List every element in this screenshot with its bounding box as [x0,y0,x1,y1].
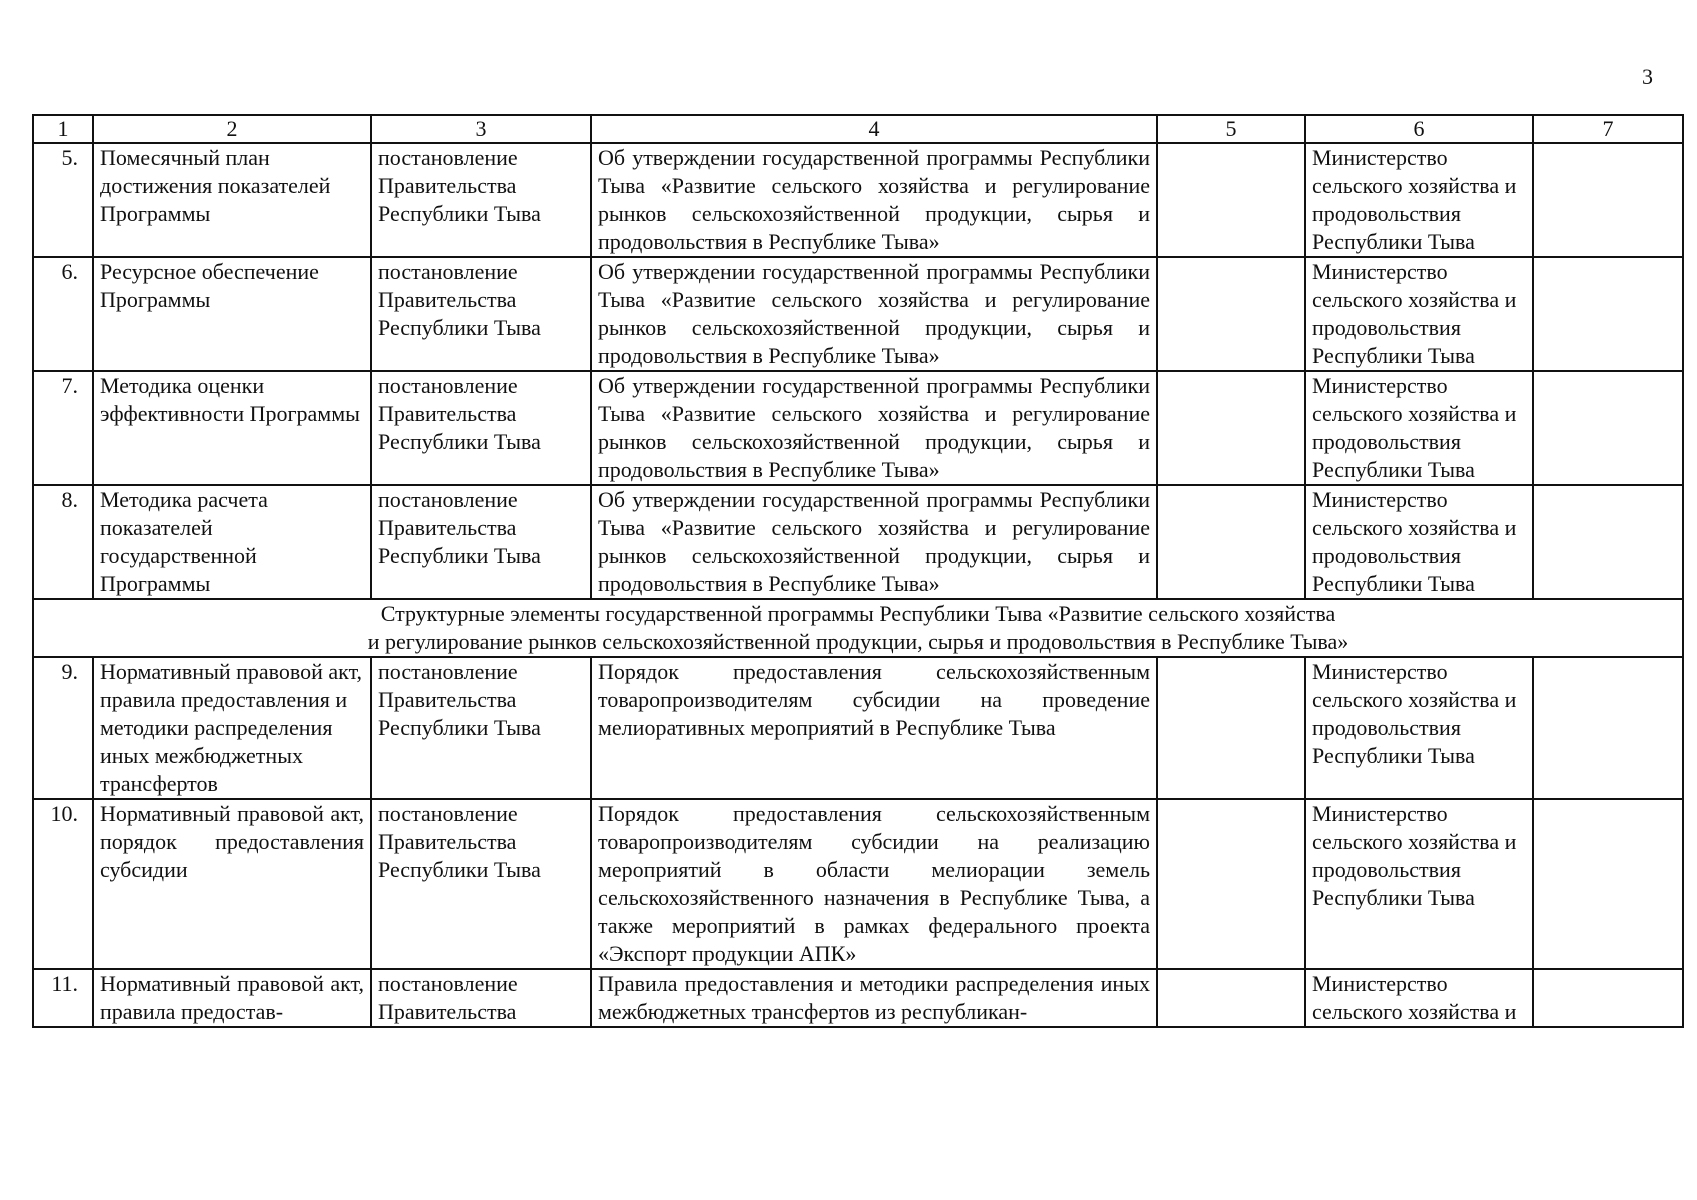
row-number: 11. [33,969,93,1027]
column-7-cell [1533,657,1683,799]
column-7-cell [1533,257,1683,371]
act-type: постановление Правительства Республики Тыва [371,371,591,485]
act-title: Об утверждении государственной программы Республики Тыва «Развитие сельского хозяйства и регулирование рынков сельскохозяйственной продукции, сырья и продовольствия в Республике Тыва» [591,257,1157,371]
table-row [33,485,1683,599]
section-heading-row [33,599,1683,657]
act-title: Порядок предоставления сельскохозяйственным товаропроизводителям субсидии на проведение мелиоративных мероприятий в Республике Тыва [591,657,1157,799]
act-title: Порядок предоставления сельскохозяйственным товаропроизводителям субсидии на реализацию мероприятий в области мелиорации земель сельскохозяйственного назначения в Республике Тыва, а также мероприятий в рамках федерального проекта «Экспорт продукции АПК» [591,799,1157,969]
act-title: Правила предоставления и методики распределения иных межбюджетных трансфертов из республикан- [591,969,1157,1027]
column-5-cell [1157,485,1305,599]
row-number: 7. [33,371,93,485]
act-title: Об утверждении государственной программы Республики Тыва «Развитие сельского хозяйства и регулирование рынков сельскохозяйственной продукции, сырья и продовольствия в Республике Тыва» [591,485,1157,599]
responsible-executor: Министерство сельского хозяйства и [1305,969,1533,1027]
act-type: постановление Правительства Республики Тыва [371,657,591,799]
responsible-executor: Министерство сельского хозяйства и продовольствия Республики Тыва [1305,799,1533,969]
section-heading-line: и регулирование рынков сельскохозяйственной продукции, сырья и продовольствия в Республике Тыва» [367,629,1349,654]
table-row [33,969,1683,1027]
act-type: постановление Правительства [371,969,591,1027]
responsible-executor: Министерство сельского хозяйства и продовольствия Республики Тыва [1305,485,1533,599]
document-name: Методика расчета показателей государственной Программы [93,485,371,599]
row-number: 9. [33,657,93,799]
act-title: Об утверждении государственной программы Республики Тыва «Развитие сельского хозяйства и регулирование рынков сельскохозяйственной продукции, сырья и продовольствия в Республике Тыва» [591,143,1157,257]
page-number: 3 [1642,64,1653,89]
table-row [33,799,1683,969]
column-5-cell [1157,657,1305,799]
column-header: 4 [591,115,1157,143]
column-5-cell [1157,257,1305,371]
column-5-cell [1157,143,1305,257]
document-name: Ресурсное обеспечение Программы [93,257,371,371]
row-number: 5. [33,143,93,257]
column-7-cell [1533,485,1683,599]
act-type: постановление Правительства Республики Тыва [371,143,591,257]
act-type: постановление Правительства Республики Тыва [371,257,591,371]
column-7-cell [1533,143,1683,257]
act-title: Об утверждении государственной программы Республики Тыва «Развитие сельского хозяйства и регулирование рынков сельскохозяйственной продукции, сырья и продовольствия в Республике Тыва» [591,371,1157,485]
column-header: 3 [371,115,591,143]
column-header: 5 [1157,115,1305,143]
table-header-row [33,115,1683,143]
table-row [33,657,1683,799]
column-header: 1 [33,115,93,143]
section-heading-line: Структурные элементы государственной программы Республики Тыва «Развитие сельского хозяйства [380,601,1336,626]
row-number: 8. [33,485,93,599]
column-7-cell [1533,969,1683,1027]
document-name: Нормативный правовой акт, правила предоставления и методики распределения иных межбюджетных трансфертов [93,657,371,799]
table-row [33,371,1683,485]
column-5-cell [1157,969,1305,1027]
act-type: постановление Правительства Республики Тыва [371,485,591,599]
document-name: Помесячный план достижения показателей Программы [93,143,371,257]
section-heading [33,599,1683,657]
column-5-cell [1157,799,1305,969]
responsible-executor: Министерство сельского хозяйства и продовольствия Республики Тыва [1305,257,1533,371]
responsible-executor: Министерство сельского хозяйства и продовольствия Республики Тыва [1305,657,1533,799]
table-row [33,257,1683,371]
document-table [32,114,1684,1028]
column-header: 6 [1305,115,1533,143]
responsible-executor: Министерство сельского хозяйства и продовольствия Республики Тыва [1305,371,1533,485]
act-type: постановление Правительства Республики Тыва [371,799,591,969]
row-number: 6. [33,257,93,371]
document-name: Нормативный правовой акт, правила предостав- [93,969,371,1027]
responsible-executor: Министерство сельского хозяйства и продовольствия Республики Тыва [1305,143,1533,257]
column-5-cell [1157,371,1305,485]
column-7-cell [1533,371,1683,485]
column-7-cell [1533,799,1683,969]
row-number: 10. [33,799,93,969]
document-name: Методика оценки эффективности Программы [93,371,371,485]
document-name: Нормативный правовой акт, порядок предоставления субсидии [93,799,371,969]
table-row [33,143,1683,257]
column-header: 7 [1533,115,1683,143]
column-header: 2 [93,115,371,143]
